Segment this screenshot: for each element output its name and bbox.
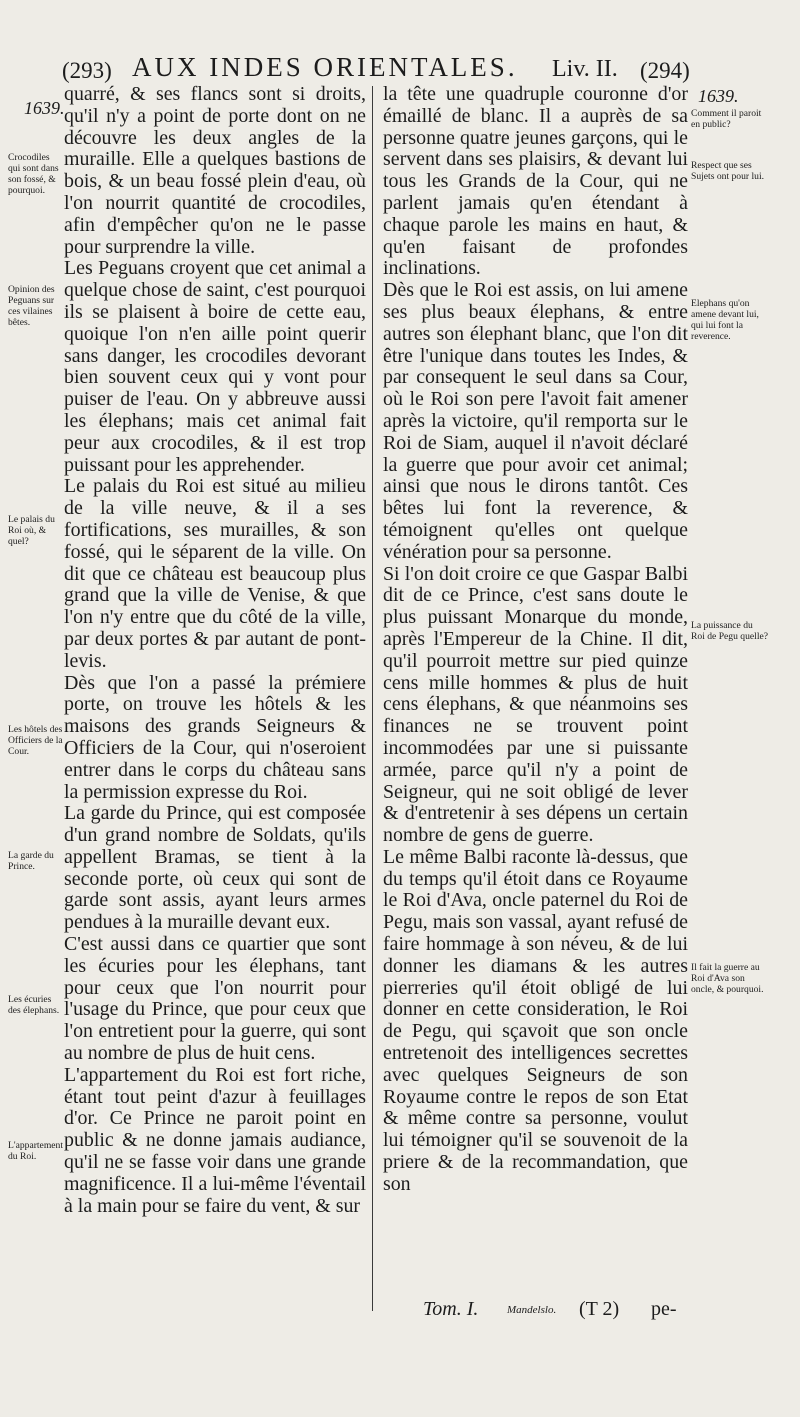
margin-note-appartement: L'appartement du Roi. bbox=[8, 1140, 64, 1162]
page-footer bbox=[383, 1298, 723, 1328]
paragraph: La garde du Prince, qui est composée d'un grand nombre de Soldats, qu'ils appellent Bramas, se tient à la seconde porte, où ceux qui sont de garde sont assis, ayant leurs armes pendues à la muraille devant eux. bbox=[64, 802, 366, 934]
year-right: 1639. bbox=[698, 86, 739, 106]
year-left: 1639. bbox=[24, 98, 65, 118]
margin-note-palais: Le palais du Roi où, & quel? bbox=[8, 514, 55, 547]
footer-tome: Tom. I. bbox=[423, 1298, 479, 1320]
paragraph: Le même Balbi raconte là-dessus, que du temps qu'il étoit dans ce Royaume le Roi d'Ava, oncle paternel du Roi de Pegu, mais son vassal, ayant refusé de faire hommage à son néveu, & de lui donner les diamans & les autres pierreries qu'il étoit obligé de lui donner en cette consideration, le Roi de Pegu, qui sçavoit que son oncle entretenoit des intelligences secrettes avec quelques Seigneurs de son Royaume contre le repos de son Etat & même contre sa personne, voulut lui témoigner qu'il se souvenoit de la priere & de la recommandation, que son bbox=[383, 845, 688, 1195]
margin-note-hotels: Les hôtels des Officiers de la Cour. bbox=[8, 724, 63, 757]
paragraph: Dès que le Roi est assis, on lui amene ses plus beaux élephans, & entre autres son élephant blanc, que l'on dit être l'unique dans toutes les Indes, & par consequent le seul dans sa Cour, où le Roi son pere l'avoit fait amener après la victoire, qu'il remporta sur le Roi de Siam, auquel il n'avoit déclaré la guerre que pour avoir cet animal; ainsi que nous le dirons tantôt. Ces bêtes lui font la reverence, & témoignent qu'elles ont quelque vénération pour sa personne. bbox=[383, 279, 688, 563]
paragraph: Le palais du Roi est situé au milieu de la ville neuve, & il a ses fortifications, ses murailles, & son fossé, qui le séparent de la ville. On dit que ce château est beaucoup plus grand que la ville de Venise, & que l'on n'y entre que du côté de la ville, par deux portes & par autant de pont-levis. bbox=[64, 475, 366, 672]
margin-note-respect: Respect que ses Sujets ont pour lui. bbox=[691, 160, 765, 182]
right-column bbox=[383, 84, 688, 1196]
paragraph: L'appartement du Roi est fort riche, étant tout peint d'azur à feuillages d'or. Ce Prince ne paroit point en public & ne donne jamais audiance, qu'il ne se fasse voir dans une grande magnificence. Il a lui-même l'éventail à la main pour se faire du vent, & sur bbox=[64, 1063, 366, 1217]
paragraph: la tête une quadruple couronne d'or émaillé de blanc. Il a auprès de sa personne quatre jeunes garçons, qui le servent dans ses plaisirs, & devant lui tous les Grands de la Cour, qui ne parlent jamais qu'en étendant à chaque parole les mains en haut, & qu'en faisant de profondes inclinations. bbox=[383, 83, 688, 280]
footer-author: Mandelslo. bbox=[507, 1304, 557, 1316]
paragraph: Si l'on doit croire ce que Gaspar Balbi dit de ce Prince, c'est sans doute le plus puissant Monarque du monde, après l'Empereur de la Chine. Il dit, qu'il pourroit mettre sur pied quinze cens mille hommes & plus de huit cens élephans, & que néanmoins ses finances ne se trouvent point incommodées par une si puissante armée, parce qu'il n'y a point de Seigneur, qui ne soit obligé de lever & d'entretenir à ses dépens un certain nombre de gens de guerre. bbox=[383, 562, 688, 847]
margin-note-crocodiles: Crocodiles qui sont dans son fossé, & pourquoi. bbox=[8, 152, 59, 196]
margin-note-public: Comment il paroit en public? bbox=[691, 108, 762, 130]
footer-signature: (T 2) bbox=[579, 1298, 620, 1320]
book-number: Liv. II. bbox=[552, 56, 618, 82]
paragraph: C'est aussi dans ce quartier que sont les écuries pour les élephans, tant pour ceux que l'on nourrit pour l'usage du Prince, que pour ceux que l'on entretient pour la guerre, qui sont au nombre de plus de huit cens. bbox=[64, 933, 366, 1065]
running-title: AUX INDES ORIENTALES. bbox=[132, 52, 518, 82]
paragraph: Les Peguans croyent que cet animal a quelque chose de saint, c'est pourquoi ils se plaisent à boire de cette eau, quoique l'on n'en aille point querir sans danger, les crocodiles devorant bien souvent ceux qui y vont pour puiser de l'eau. On y abbreuve aussi les élephans; mais cet animal fait peur aux crocodiles, & il est trop puissant pour les apprehender. bbox=[64, 257, 366, 476]
paragraph: quarré, & ses flancs sont si droits, qu'il n'y a point de porte dont on ne découvre les deux angles de la muraille. Elle a quelques bastions de bois, & un beau fossé plein d'eau, où l'on nourrit quantité de crocodiles, afin d'empêcher qu'on ne le passe pour surprendre la ville. bbox=[64, 83, 366, 258]
margin-note-garde: La garde du Prince. bbox=[8, 850, 54, 872]
page-number-right: (294) bbox=[640, 58, 690, 83]
column-divider bbox=[372, 86, 373, 1311]
margin-note-puissance: La puissance du Roi de Pegu quelle? bbox=[691, 620, 768, 642]
left-column bbox=[64, 84, 366, 1217]
margin-note-elephans: Elephans qu'on amene devant lui, qui lui font la reverence. bbox=[691, 298, 759, 342]
margin-note-ecuries: Les écuries des élephans. bbox=[8, 994, 60, 1016]
margin-note-opinion: Opinion des Peguans sur ces vilaines bêtes. bbox=[8, 284, 55, 328]
paragraph: Dès que l'on a passé la prémiere porte, on trouve les hôtels & les maisons des grands Seigneurs & Officiers de la Cour, qui n'oseroient entrer dans le corps du château sans la permission expresse du Roi. bbox=[64, 671, 366, 803]
margin-note-guerre: Il fait la guerre au Roi d'Ava son oncle, & pourquoi. bbox=[691, 962, 764, 995]
footer-catchword: pe- bbox=[651, 1298, 677, 1320]
page-number-left: (293) bbox=[62, 58, 112, 83]
